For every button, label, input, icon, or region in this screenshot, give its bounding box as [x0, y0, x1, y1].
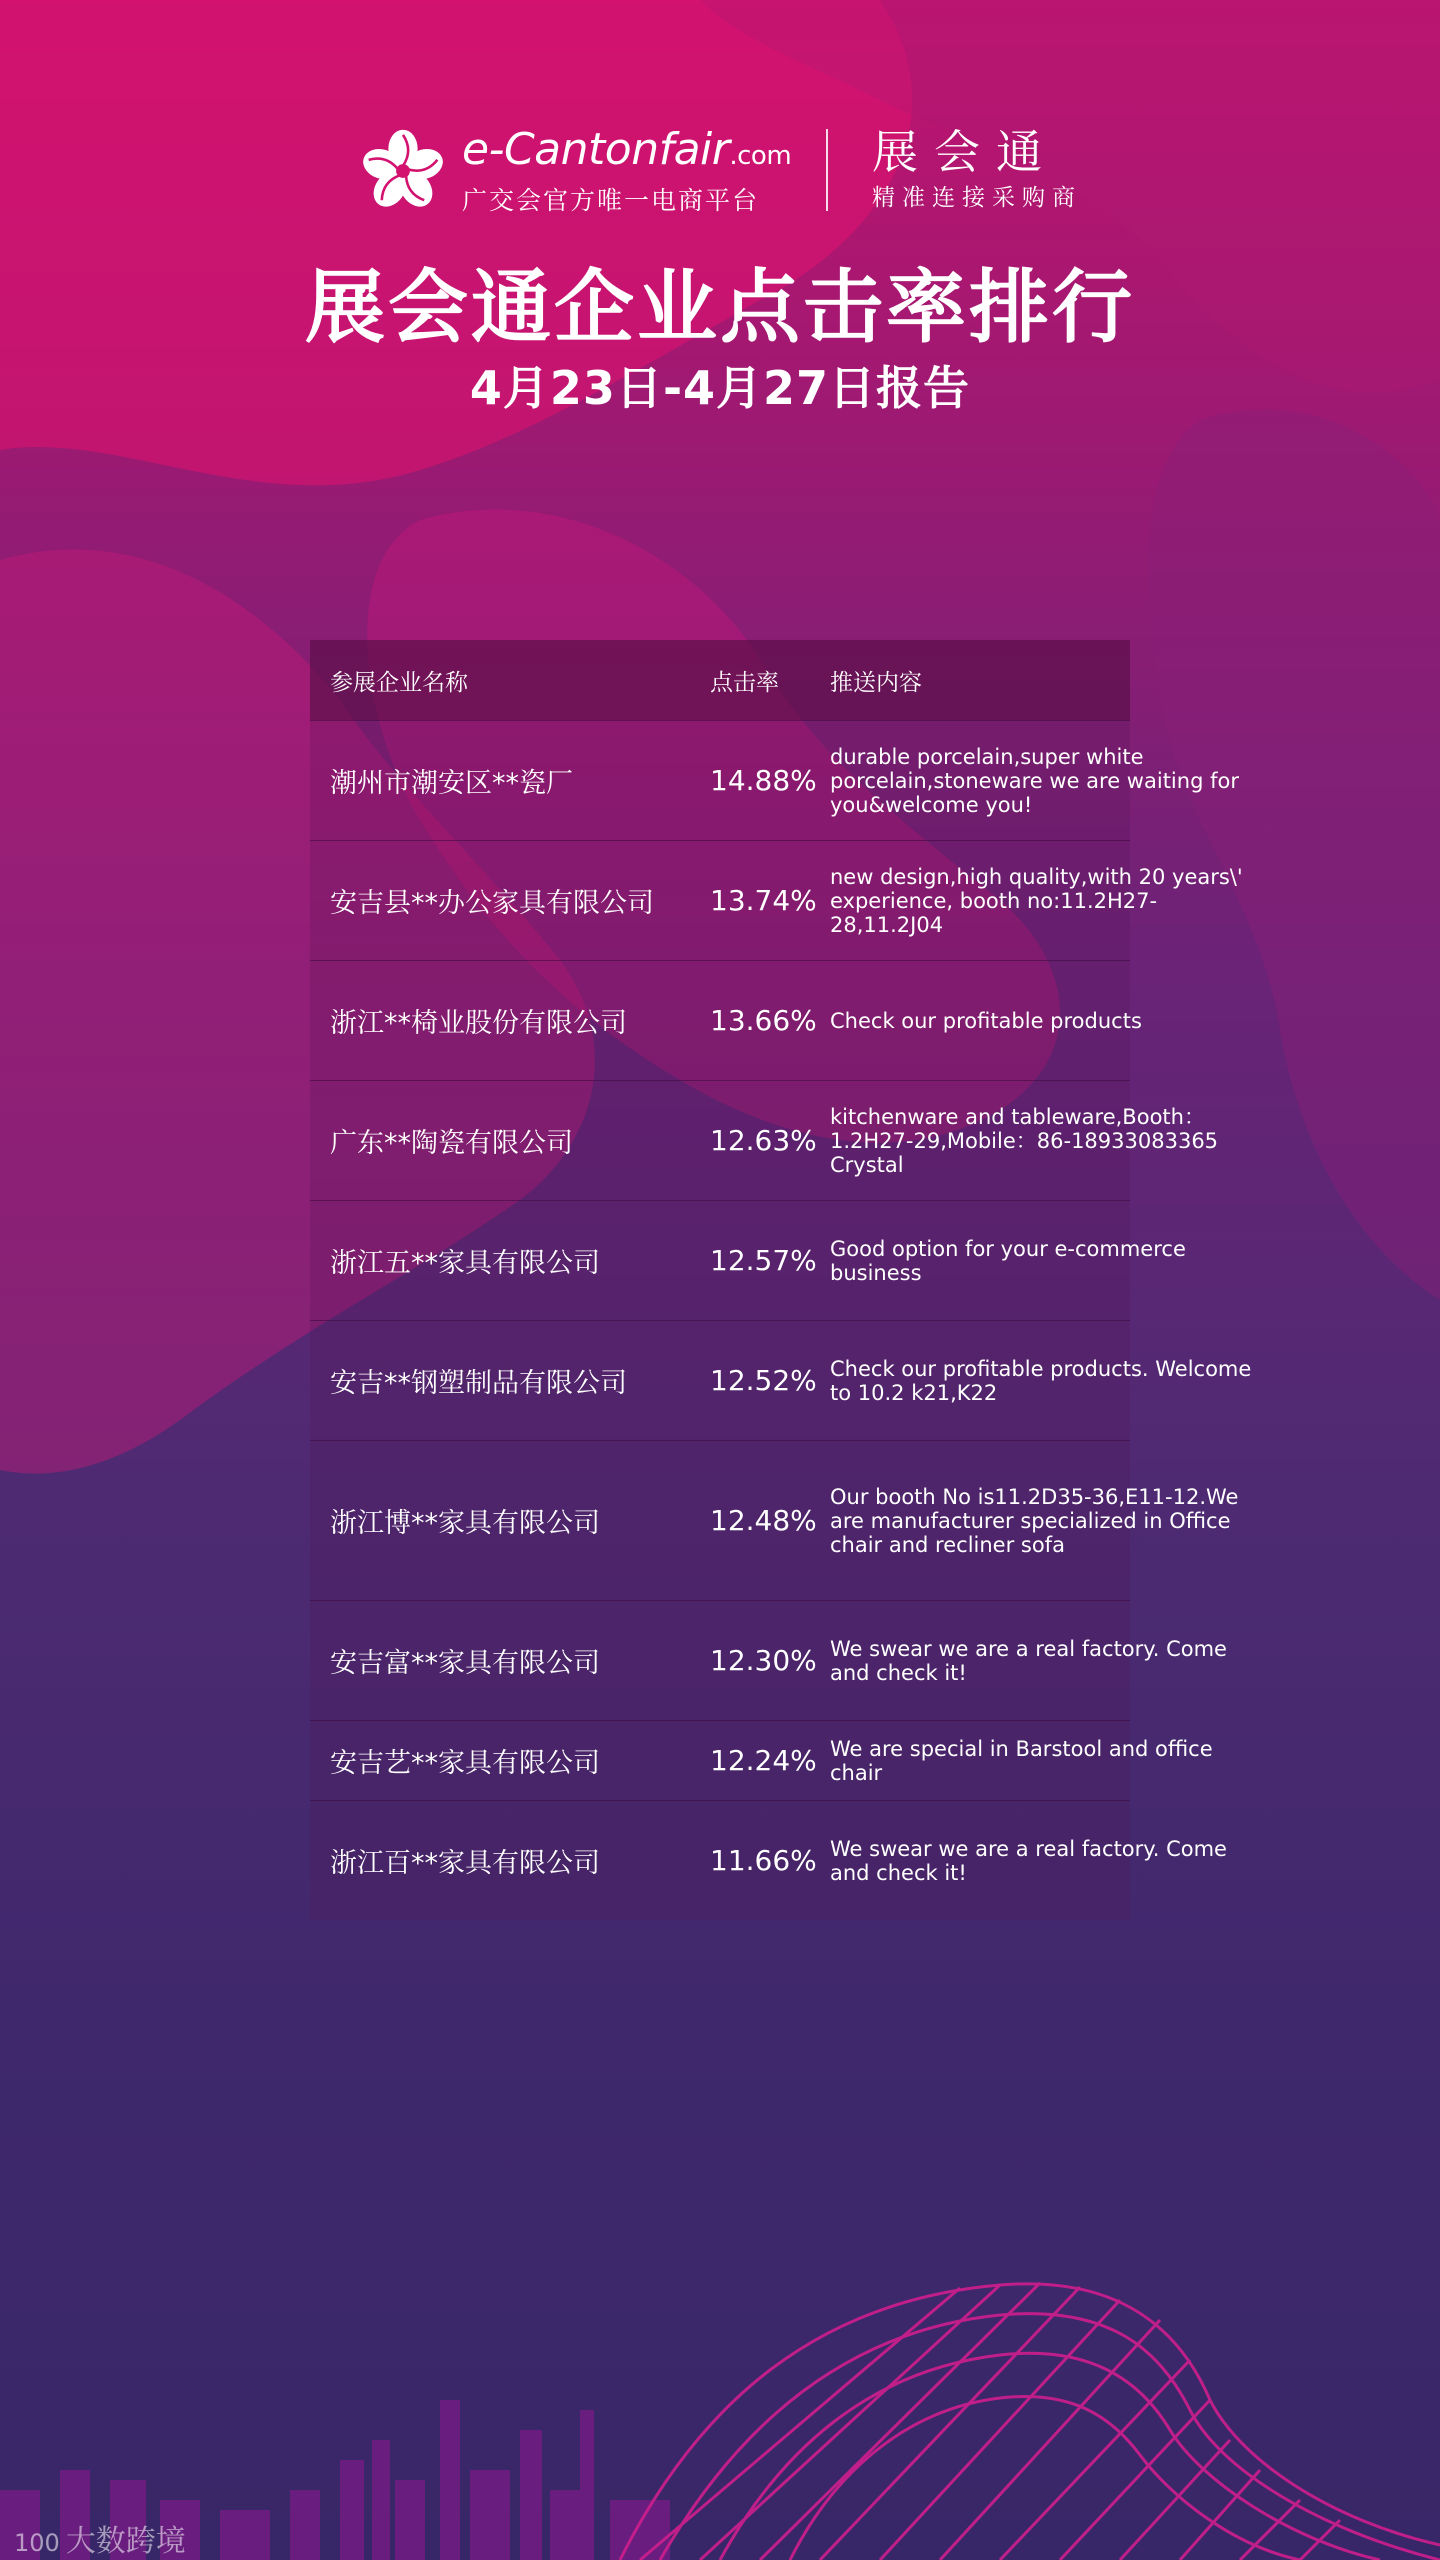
table-row: [310, 720, 1239, 840]
table-row: [310, 1720, 1213, 1800]
push-content: Check our profitable products: [830, 1008, 1142, 1033]
click-rate: 14.88%: [710, 764, 817, 797]
watermark-logo: 100: [14, 2529, 60, 2557]
click-rate: 12.48%: [710, 1504, 817, 1537]
push-content: kitchenware and tableware,Booth：1.2H27-29,Mobile：86-18933083365 Crystal: [830, 1104, 1219, 1177]
table-row: [310, 1320, 1252, 1440]
brand-name: e-Cantonfair.com: [462, 124, 792, 175]
header-rate: 点击率: [710, 669, 779, 696]
click-rate: 13.74%: [710, 884, 817, 917]
company-name: 浙江五**家具有限公司: [330, 1248, 600, 1279]
company-name: 安吉艺**家具有限公司: [330, 1748, 600, 1779]
watermark: [14, 2516, 186, 2560]
company-name: 浙江百**家具有限公司: [330, 1848, 600, 1879]
table-row: [310, 1440, 1239, 1600]
logo-divider: [826, 129, 828, 211]
click-rate: 12.30%: [710, 1644, 817, 1677]
header-company: 参展企业名称: [330, 669, 468, 696]
company-name: 安吉富**家具有限公司: [330, 1648, 600, 1679]
push-content: Check our profitable products. Welcome to 10.2 k21,K22: [830, 1356, 1252, 1405]
click-rate: 12.52%: [710, 1364, 817, 1397]
ranking-table: [310, 640, 1252, 1920]
company-name: 安吉**钢塑制品有限公司: [330, 1368, 627, 1399]
table-row: [310, 1600, 1227, 1720]
brand-tagline: 广交会官方唯一电商平台: [462, 186, 760, 215]
watermark-text: 大数跨境: [65, 2524, 186, 2559]
push-content: Our booth No is11.2D35-36,E11-12.We are manufacturer specialized in Office chair and recliner sofa: [830, 1484, 1239, 1557]
company-name: 浙江**椅业股份有限公司: [330, 1008, 627, 1039]
report-date-range: 4月23日-4月27日报告: [469, 361, 971, 415]
zhanhuitong-logo: [872, 125, 1082, 213]
header-content: 推送内容: [830, 669, 922, 696]
company-name: 浙江博**家具有限公司: [330, 1508, 600, 1539]
canton-fair-flower-icon: [360, 128, 446, 214]
click-rate: 12.63%: [710, 1124, 817, 1157]
push-content: new design,high quality,with 20 years\' experience, booth no:11.2H27-28,11.2J04: [830, 864, 1243, 937]
table-row: [310, 1080, 1219, 1200]
e-cantonfair-logo: [462, 125, 791, 217]
product-tagline: 精准连接采购商: [872, 185, 1082, 211]
table-row: [310, 960, 1142, 1080]
company-name: 潮州市潮安区**瓷厂: [330, 768, 573, 799]
click-rate: 13.66%: [710, 1004, 817, 1037]
table-header: [310, 640, 1130, 720]
company-name: 安吉县**办公家具有限公司: [330, 888, 654, 919]
push-content: We swear we are a real factory. Come and check it!: [830, 1636, 1227, 1685]
stadium-wireframe: [620, 2283, 1440, 2560]
click-rate: 11.66%: [710, 1844, 817, 1877]
push-content: Good option for your e-commerce business: [830, 1236, 1186, 1285]
table-row: [310, 1800, 1227, 1920]
page-title: 展会通企业点击率排行: [305, 261, 1135, 354]
push-content: We are special in Barstool and office chair: [830, 1736, 1213, 1785]
company-name: 广东**陶瓷有限公司: [330, 1128, 573, 1159]
header-logos: [360, 125, 1080, 215]
table-row: [310, 1200, 1186, 1320]
click-rate: 12.24%: [710, 1744, 817, 1777]
table-row: [310, 840, 1243, 960]
push-content: durable porcelain,super white porcelain,stoneware we are waiting for you&welcome you!: [830, 744, 1239, 817]
push-content: We swear we are a real factory. Come and check it!: [830, 1836, 1227, 1885]
product-title: 展会通: [872, 125, 1058, 179]
click-rate: 12.57%: [710, 1244, 817, 1277]
